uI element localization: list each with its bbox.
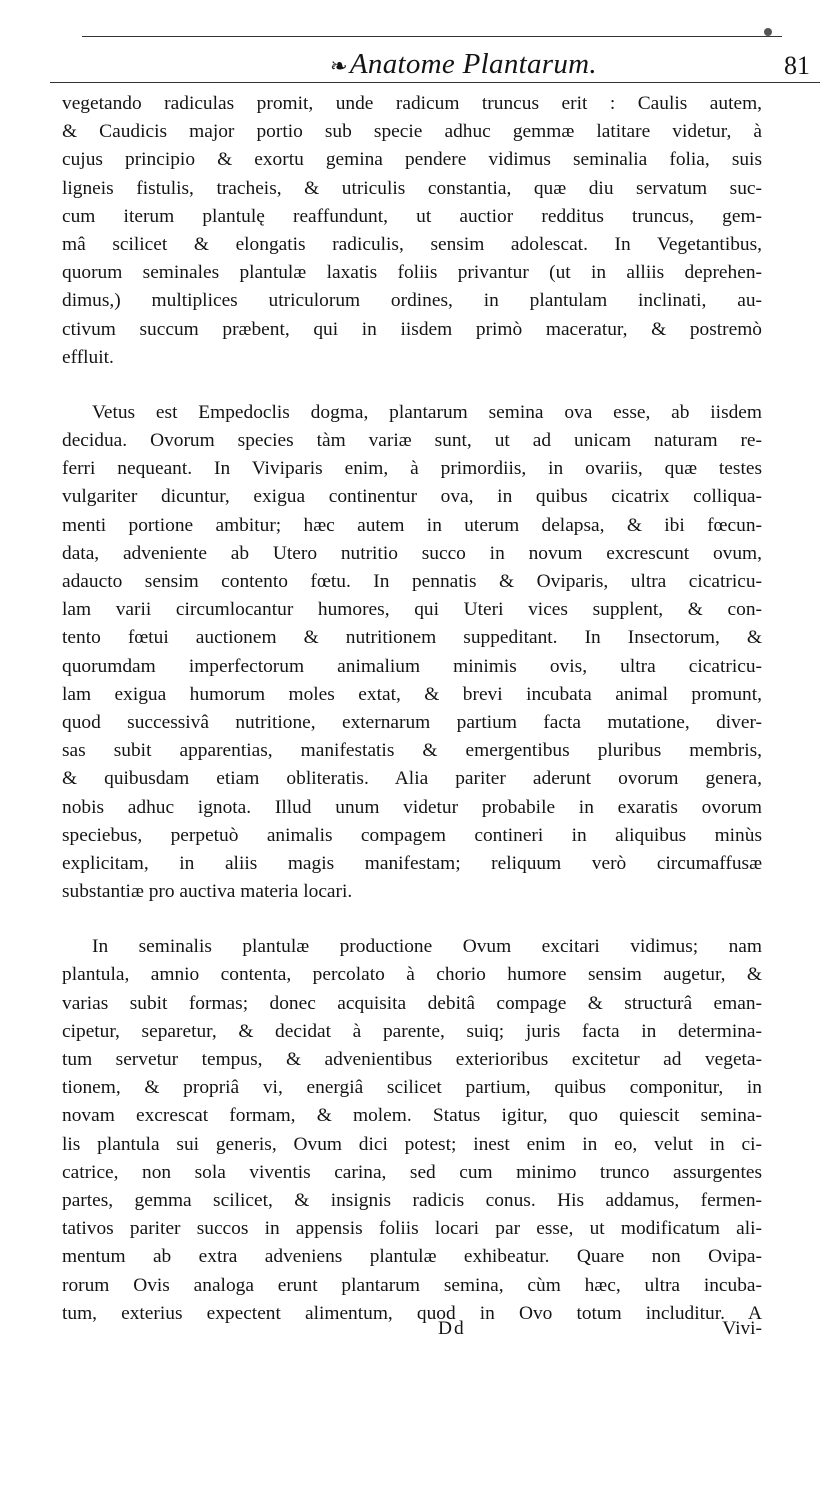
text-line: effluit. [62,346,114,368]
text-line: & quibusdam etiam obliteratis. Alia pariter aderunt ovorum genera, [62,768,762,790]
text-line: cipetur, separetur, & decidat à parente, suiq; juris facta in determina- [62,1020,762,1042]
text-line: partes, gemma scilicet, & insignis radicis conus. His addamus, fermen- [62,1189,762,1211]
text-line: ligneis fistulis, tracheis, & utriculis constantia, quæ diu servatum suc- [62,177,762,199]
text-line: data, adveniente ab Utero nutritio succo in novum excrescunt ovum, [62,542,762,564]
catchword: Vivi- [722,1318,762,1339]
text-line: quorumdam imperfectorum animalium minimis ovis, ultra cicatricu- [62,655,762,677]
flourish-ornament: ❧ [330,54,348,78]
text-line: menti portione ambitur; hæc autem in uterum delapsa, & ibi fœcun- [62,514,762,536]
text-line: mâ scilicet & elongatis radiculis, sensim adolescat. In Vegetantibus, [62,233,762,255]
text-line: decidua. Ovorum species tàm variæ sunt, ut ad unicam naturam re- [62,430,762,452]
text-line: tento fœtui auctionem & nutritionem suppeditant. In Insectorum, & [62,627,762,649]
running-title [330,48,597,81]
text-line: ferri nequeant. In Viviparis enim, à primordiis, in ovariis, quæ testes [62,458,762,480]
text-line: catrice, non sola viventis carina, sed cum minimo trunco assurgentes [62,1161,762,1183]
text-line: lam exigua humorum moles extat, & brevi incubata animal promunt, [62,683,762,705]
text-line: rorum Ovis analoga erunt plantarum semina, cùm hæc, ultra incuba- [62,1274,762,1296]
text-line: speciebus, perpetuò animalis compagem contineri in aliquibus minùs [62,824,762,846]
text-line: sas subit apparentias, manifestatis & emergentibus pluribus membris, [62,740,762,762]
top-rule [82,36,782,37]
text-line: nobis adhuc ignota. Illud unum videtur probabile in exaratis ovorum [62,796,762,818]
text-line: quod successivâ nutritione, externarum partium facta mutatione, diver- [62,711,762,733]
text-line: tativos pariter succos in appensis foliis locari par esse, ut modificatum ali- [62,1218,762,1240]
text-line: varias subit formas; donec acquisita debitâ compage & structurâ eman- [62,992,762,1014]
signature-mark: Dd [438,1318,466,1339]
paragraph-1 [62,90,762,372]
text-line: In seminalis plantulæ productione Ovum excitari vidimus; nam [92,936,762,958]
text-line: lam varii circumlocantur humores, qui Uteri vices supplent, & con- [62,599,762,621]
text-line: cum iterum plantulę reaffundunt, ut auctior redditus truncus, gem- [62,205,762,227]
text-line: lis plantula sui generis, Ovum dici potest; inest enim in eo, velut in ci- [62,1133,762,1155]
text-line: dimus,) multiplices utriculorum ordines, in plantulam inclinati, au- [62,290,762,312]
text-line: quorum seminales plantulæ laxatis foliis privantur (ut in alliis deprehen- [62,262,762,284]
body-text [62,90,762,1328]
text-line: novam excrescat formam, & molem. Status igitur, quo quiescit semina- [62,1105,762,1127]
text-line: tionem, & propriâ vi, energiâ scilicet partium, quibus componitur, in [62,1077,762,1099]
text-line: plantula, amnio contenta, percolato à chorio humore sensim augetur, & [62,964,762,986]
text-line: vulgariter dicuntur, exigua continentur ova, in quibus cicatrix colliqua- [62,486,762,508]
running-title-text: Anatome Plantarum. [349,48,597,80]
page-footer [62,1318,762,1348]
text-line: mentum ab extra adveniens plantulæ exhibeatur. Quare non Ovipa- [62,1246,762,1268]
text-line: tum, exterius expectent alimentum, quod in Ovo totum includitur. A [62,1302,762,1324]
text-line: ctivum succum præbent, qui in iisdem primò maceratur, & postremò [62,318,762,340]
text-line: substantiæ pro auctiva materia locari. [62,881,353,903]
page-header [50,44,820,84]
header-rule [50,82,820,83]
paragraph-2 [62,399,762,906]
text-line: tum servetur tempus, & advenientibus exterioribus excitetur ad vegeta- [62,1049,762,1070]
text-line: explicitam, in aliis magis manifestam; reliquum verò circumaffusæ [62,852,762,874]
text-line: adaucto sensim contento fœtu. In pennatis & Oviparis, ultra cicatricu- [62,571,762,592]
paragraph-3 [62,933,762,1328]
page-number: 81 [784,51,810,80]
text-line: cujus principio & exortu gemina pendere vidimus seminalia folia, suis [62,149,762,171]
text-line: vegetando radiculas promit, unde radicum truncus erit : Caulis autem, [62,93,762,114]
text-line: & Caudicis major portio sub specie adhuc gemmæ latitare videtur, à [62,121,762,143]
text-line: Vetus est Empedoclis dogma, plantarum semina ova esse, ab iisdem [92,401,762,423]
top-ornament [764,28,772,36]
